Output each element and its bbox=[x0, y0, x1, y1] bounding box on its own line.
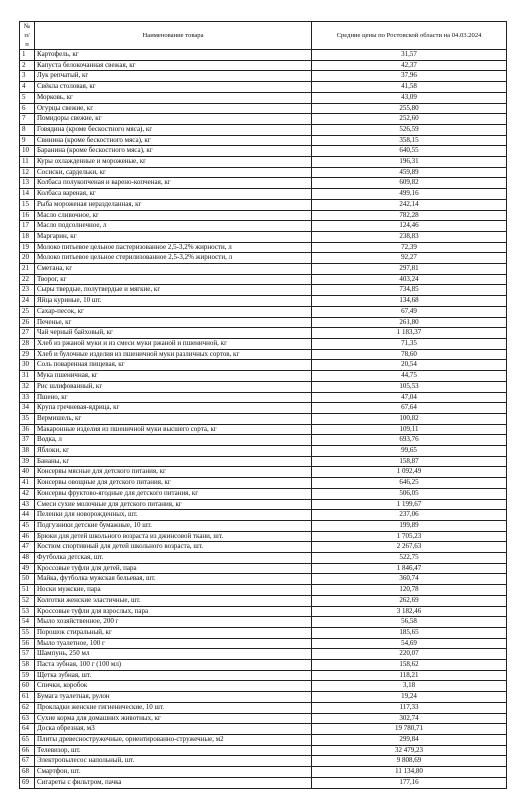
row-number: 17 bbox=[20, 221, 35, 232]
table-row bbox=[20, 767, 507, 778]
row-number: 22 bbox=[20, 274, 35, 285]
average-price: 693,76 bbox=[312, 435, 507, 446]
average-price: 297,81 bbox=[312, 264, 507, 275]
table-row bbox=[20, 328, 507, 339]
table-row bbox=[20, 92, 507, 103]
table-row bbox=[20, 146, 507, 157]
average-price: 41,58 bbox=[312, 82, 507, 93]
header-num: № п/п bbox=[20, 22, 35, 50]
header-row bbox=[20, 22, 507, 50]
row-number: 53 bbox=[20, 606, 35, 617]
table-row bbox=[20, 231, 507, 242]
row-number: 3 bbox=[20, 71, 35, 82]
product-name: Хлеб из ржаной муки и из смеси муки ржаной и пшеничной, кг bbox=[35, 338, 312, 349]
row-number: 42 bbox=[20, 488, 35, 499]
row-number: 1 bbox=[20, 50, 35, 61]
table-row bbox=[20, 242, 507, 253]
average-price: 185,65 bbox=[312, 627, 507, 638]
row-number: 16 bbox=[20, 210, 35, 221]
table-row bbox=[20, 60, 507, 71]
row-number: 37 bbox=[20, 435, 35, 446]
row-number: 38 bbox=[20, 446, 35, 457]
product-name: Порошок стиральный, кг bbox=[35, 627, 312, 638]
row-number: 59 bbox=[20, 670, 35, 681]
product-name: Спички, коробок bbox=[35, 681, 312, 692]
average-price: 37,96 bbox=[312, 71, 507, 82]
average-price: 403,24 bbox=[312, 274, 507, 285]
table-row bbox=[20, 649, 507, 660]
product-name: Плиты древесностружечные, ориентированно-стружечные, м2 bbox=[35, 735, 312, 746]
row-number: 39 bbox=[20, 456, 35, 467]
row-number: 57 bbox=[20, 649, 35, 660]
product-name: Молоко питьевое цельное пастеризованное 2,5-3,2% жирности, л bbox=[35, 242, 312, 253]
average-price: 499,16 bbox=[312, 189, 507, 200]
row-number: 64 bbox=[20, 724, 35, 735]
average-price: 506,05 bbox=[312, 488, 507, 499]
table-row bbox=[20, 510, 507, 521]
product-name: Сосиски, сардельки, кг bbox=[35, 167, 312, 178]
average-price: 54,69 bbox=[312, 638, 507, 649]
table-row bbox=[20, 424, 507, 435]
table-row bbox=[20, 317, 507, 328]
row-number: 29 bbox=[20, 349, 35, 360]
average-price: 44,75 bbox=[312, 371, 507, 382]
product-name: Колбаса полукопченая и варено-копченая, кг bbox=[35, 178, 312, 189]
table-row bbox=[20, 178, 507, 189]
average-price: 19 780,71 bbox=[312, 724, 507, 735]
table-row bbox=[20, 638, 507, 649]
row-number: 55 bbox=[20, 627, 35, 638]
average-price: 67,49 bbox=[312, 306, 507, 317]
product-name: Соль поваренная пищевая, кг bbox=[35, 360, 312, 371]
average-price: 734,85 bbox=[312, 285, 507, 296]
row-number: 46 bbox=[20, 531, 35, 542]
row-number: 33 bbox=[20, 392, 35, 403]
table-row bbox=[20, 713, 507, 724]
product-name: Маргарин, кг bbox=[35, 231, 312, 242]
product-name: Яблоки, кг bbox=[35, 446, 312, 457]
table-row bbox=[20, 478, 507, 489]
product-name: Сыры твердые, полутвердые и мягкие, кг bbox=[35, 285, 312, 296]
product-name: Пеленки для новорожденных, шт. bbox=[35, 510, 312, 521]
row-number: 34 bbox=[20, 403, 35, 414]
row-number: 9 bbox=[20, 135, 35, 146]
average-price: 124,46 bbox=[312, 221, 507, 232]
row-number: 49 bbox=[20, 563, 35, 574]
product-name: Огурцы свежие, кг bbox=[35, 103, 312, 114]
average-price: 105,53 bbox=[312, 381, 507, 392]
row-number: 7 bbox=[20, 114, 35, 125]
table-row bbox=[20, 413, 507, 424]
product-name: Мука пшеничная, кг bbox=[35, 371, 312, 382]
average-price: 43,09 bbox=[312, 92, 507, 103]
row-number: 32 bbox=[20, 381, 35, 392]
table-row bbox=[20, 135, 507, 146]
product-name: Масло сливочное, кг bbox=[35, 210, 312, 221]
row-number: 12 bbox=[20, 167, 35, 178]
table-row bbox=[20, 114, 507, 125]
table-row bbox=[20, 692, 507, 703]
average-price: 20,54 bbox=[312, 360, 507, 371]
row-number: 23 bbox=[20, 285, 35, 296]
product-name: Молоко питьевое цельное стерилизованное 2,5-3,2% жирности, л bbox=[35, 253, 312, 264]
row-number: 69 bbox=[20, 777, 35, 788]
product-name: Брюки для детей школьного возраста из джинсовой ткани, шт. bbox=[35, 531, 312, 542]
product-name: Электропылесос напольный, шт. bbox=[35, 756, 312, 767]
row-number: 31 bbox=[20, 371, 35, 382]
average-price: 2 267,63 bbox=[312, 542, 507, 553]
average-price: 262,69 bbox=[312, 595, 507, 606]
row-number: 15 bbox=[20, 199, 35, 210]
row-number: 4 bbox=[20, 82, 35, 93]
product-name: Щетка зубная, шт. bbox=[35, 670, 312, 681]
table-row bbox=[20, 285, 507, 296]
table-row bbox=[20, 724, 507, 735]
product-name: Консервы фруктово-ягодные для детского питания, кг bbox=[35, 488, 312, 499]
row-number: 6 bbox=[20, 103, 35, 114]
row-number: 28 bbox=[20, 338, 35, 349]
table-row bbox=[20, 403, 507, 414]
average-price: 238,83 bbox=[312, 231, 507, 242]
table-row bbox=[20, 735, 507, 746]
product-name: Хлеб и булочные изделия из пшеничной муки различных сортов, кг bbox=[35, 349, 312, 360]
average-price: 1 199,67 bbox=[312, 499, 507, 510]
average-price: 609,82 bbox=[312, 178, 507, 189]
row-number: 43 bbox=[20, 499, 35, 510]
average-price: 1 183,37 bbox=[312, 328, 507, 339]
product-name: Куры охлажденные и мороженые, кг bbox=[35, 157, 312, 168]
price-table bbox=[19, 21, 507, 789]
row-number: 10 bbox=[20, 146, 35, 157]
average-price: 100,82 bbox=[312, 413, 507, 424]
row-number: 44 bbox=[20, 510, 35, 521]
table-row bbox=[20, 274, 507, 285]
product-name: Свинина (кроме бескостного мяса), кг bbox=[35, 135, 312, 146]
table-row bbox=[20, 745, 507, 756]
table-body bbox=[20, 50, 507, 789]
table-row bbox=[20, 306, 507, 317]
average-price: 9 808,69 bbox=[312, 756, 507, 767]
product-name: Консервы овощные для детского питания, кг bbox=[35, 478, 312, 489]
row-number: 30 bbox=[20, 360, 35, 371]
row-number: 21 bbox=[20, 264, 35, 275]
table-row bbox=[20, 488, 507, 499]
product-name: Печенье, кг bbox=[35, 317, 312, 328]
row-number: 50 bbox=[20, 574, 35, 585]
table-row bbox=[20, 446, 507, 457]
product-name: Кроссовые туфли для взрослых, пара bbox=[35, 606, 312, 617]
product-name: Бумага туалетная, рулон bbox=[35, 692, 312, 703]
average-price: 78,60 bbox=[312, 349, 507, 360]
table-row bbox=[20, 681, 507, 692]
average-price: 782,28 bbox=[312, 210, 507, 221]
average-price: 67,64 bbox=[312, 403, 507, 414]
average-price: 56,58 bbox=[312, 617, 507, 628]
product-name: Сахар-песок, кг bbox=[35, 306, 312, 317]
product-name: Рыба мороженая неразделанная, кг bbox=[35, 199, 312, 210]
header-price: Средние цены по Ростовской области на 04.03.2024 bbox=[312, 22, 507, 50]
table-row bbox=[20, 50, 507, 61]
table-row bbox=[20, 702, 507, 713]
product-name: Носки мужские, пара bbox=[35, 585, 312, 596]
table-row bbox=[20, 253, 507, 264]
average-price: 177,16 bbox=[312, 777, 507, 788]
table-row bbox=[20, 124, 507, 135]
product-name: Рис шлифованный, кг bbox=[35, 381, 312, 392]
table-row bbox=[20, 456, 507, 467]
average-price: 19,24 bbox=[312, 692, 507, 703]
row-number: 26 bbox=[20, 317, 35, 328]
table-row bbox=[20, 221, 507, 232]
row-number: 5 bbox=[20, 92, 35, 103]
row-number: 27 bbox=[20, 328, 35, 339]
table-row bbox=[20, 199, 507, 210]
table-row bbox=[20, 777, 507, 788]
average-price: 31,57 bbox=[312, 50, 507, 61]
row-number: 18 bbox=[20, 231, 35, 242]
product-name: Масло подсолнечное, л bbox=[35, 221, 312, 232]
average-price: 72,39 bbox=[312, 242, 507, 253]
table-row bbox=[20, 392, 507, 403]
average-price: 158,62 bbox=[312, 660, 507, 671]
product-name: Творог, кг bbox=[35, 274, 312, 285]
table-row bbox=[20, 103, 507, 114]
table-row bbox=[20, 542, 507, 553]
row-number: 63 bbox=[20, 713, 35, 724]
row-number: 56 bbox=[20, 638, 35, 649]
average-price: 120,78 bbox=[312, 585, 507, 596]
average-price: 220,07 bbox=[312, 649, 507, 660]
product-name: Капуста белокочанная свежая, кг bbox=[35, 60, 312, 71]
average-price: 255,80 bbox=[312, 103, 507, 114]
product-name: Баранина (кроме бескостного мяса), кг bbox=[35, 146, 312, 157]
row-number: 2 bbox=[20, 60, 35, 71]
row-number: 51 bbox=[20, 585, 35, 596]
product-name: Морковь, кг bbox=[35, 92, 312, 103]
table-row bbox=[20, 563, 507, 574]
product-name: Помидоры свежие, кг bbox=[35, 114, 312, 125]
table-row bbox=[20, 606, 507, 617]
product-name: Колготки женские эластичные, шт. bbox=[35, 595, 312, 606]
product-name: Костюм спортивный для детей школьного возраста, шт. bbox=[35, 542, 312, 553]
product-name: Макаронные изделия из пшеничной муки высшего сорта, кг bbox=[35, 424, 312, 435]
row-number: 47 bbox=[20, 542, 35, 553]
average-price: 71,35 bbox=[312, 338, 507, 349]
average-price: 646,25 bbox=[312, 478, 507, 489]
row-number: 20 bbox=[20, 253, 35, 264]
table-row bbox=[20, 82, 507, 93]
table-row bbox=[20, 189, 507, 200]
product-name: Паста зубная, 100 г (100 мл) bbox=[35, 660, 312, 671]
row-number: 62 bbox=[20, 702, 35, 713]
average-price: 134,68 bbox=[312, 296, 507, 307]
table-row bbox=[20, 756, 507, 767]
table-row bbox=[20, 660, 507, 671]
table-row bbox=[20, 585, 507, 596]
average-price: 302,74 bbox=[312, 713, 507, 724]
average-price: 196,31 bbox=[312, 157, 507, 168]
average-price: 1 092,49 bbox=[312, 467, 507, 478]
table-row bbox=[20, 167, 507, 178]
table-row bbox=[20, 264, 507, 275]
product-name: Вермишель, кг bbox=[35, 413, 312, 424]
row-number: 25 bbox=[20, 306, 35, 317]
average-price: 199,89 bbox=[312, 520, 507, 531]
row-number: 24 bbox=[20, 296, 35, 307]
average-price: 158,87 bbox=[312, 456, 507, 467]
average-price: 32 479,23 bbox=[312, 745, 507, 756]
row-number: 13 bbox=[20, 178, 35, 189]
average-price: 299,84 bbox=[312, 735, 507, 746]
product-name: Сигареты с фильтром, пачка bbox=[35, 777, 312, 788]
average-price: 109,11 bbox=[312, 424, 507, 435]
average-price: 459,89 bbox=[312, 167, 507, 178]
product-name: Футболка детская, шт. bbox=[35, 553, 312, 564]
row-number: 65 bbox=[20, 735, 35, 746]
average-price: 11 134,80 bbox=[312, 767, 507, 778]
average-price: 42,37 bbox=[312, 60, 507, 71]
table-row bbox=[20, 467, 507, 478]
average-price: 252,60 bbox=[312, 114, 507, 125]
table-row bbox=[20, 435, 507, 446]
table-row bbox=[20, 627, 507, 638]
table-row bbox=[20, 617, 507, 628]
row-number: 66 bbox=[20, 745, 35, 756]
average-price: 1 705,23 bbox=[312, 531, 507, 542]
average-price: 117,33 bbox=[312, 702, 507, 713]
product-name: Свёкла столовая, кг bbox=[35, 82, 312, 93]
table-row bbox=[20, 499, 507, 510]
table-row bbox=[20, 210, 507, 221]
average-price: 526,59 bbox=[312, 124, 507, 135]
average-price: 3 182,46 bbox=[312, 606, 507, 617]
product-name: Телевизор, шт. bbox=[35, 745, 312, 756]
product-name: Доска обрезная, м3 bbox=[35, 724, 312, 735]
table-row bbox=[20, 574, 507, 585]
row-number: 68 bbox=[20, 767, 35, 778]
row-number: 14 bbox=[20, 189, 35, 200]
product-name: Картофель, кг bbox=[35, 50, 312, 61]
average-price: 47,04 bbox=[312, 392, 507, 403]
average-price: 1 846,47 bbox=[312, 563, 507, 574]
product-name: Сухие корма для домашних животных, кг bbox=[35, 713, 312, 724]
product-name: Прокладки женские гигиенические, 10 шт. bbox=[35, 702, 312, 713]
row-number: 61 bbox=[20, 692, 35, 703]
average-price: 118,21 bbox=[312, 670, 507, 681]
table-row bbox=[20, 520, 507, 531]
row-number: 48 bbox=[20, 553, 35, 564]
table-row bbox=[20, 531, 507, 542]
product-name: Подгузники детские бумажные, 10 шт. bbox=[35, 520, 312, 531]
row-number: 60 bbox=[20, 681, 35, 692]
table-row bbox=[20, 381, 507, 392]
product-name: Колбаса вареная, кг bbox=[35, 189, 312, 200]
table-row bbox=[20, 349, 507, 360]
product-name: Крупа гречневая-ядрица, кг bbox=[35, 403, 312, 414]
row-number: 40 bbox=[20, 467, 35, 478]
table-row bbox=[20, 157, 507, 168]
row-number: 36 bbox=[20, 424, 35, 435]
average-price: 92,27 bbox=[312, 253, 507, 264]
row-number: 58 bbox=[20, 660, 35, 671]
header-name: Наименование товара bbox=[35, 22, 312, 50]
average-price: 640,55 bbox=[312, 146, 507, 157]
table-header bbox=[20, 22, 507, 50]
row-number: 52 bbox=[20, 595, 35, 606]
product-name: Чай черный байховый, кг bbox=[35, 328, 312, 339]
product-name: Водка, л bbox=[35, 435, 312, 446]
average-price: 3,18 bbox=[312, 681, 507, 692]
product-name: Консервы мясные для детского питания, кг bbox=[35, 467, 312, 478]
average-price: 237,06 bbox=[312, 510, 507, 521]
product-name: Шампунь, 250 мл bbox=[35, 649, 312, 660]
row-number: 54 bbox=[20, 617, 35, 628]
average-price: 242,14 bbox=[312, 199, 507, 210]
product-name: Пшено, кг bbox=[35, 392, 312, 403]
product-name: Лук репчатый, кг bbox=[35, 71, 312, 82]
row-number: 11 bbox=[20, 157, 35, 168]
row-number: 45 bbox=[20, 520, 35, 531]
average-price: 358,15 bbox=[312, 135, 507, 146]
row-number: 8 bbox=[20, 124, 35, 135]
product-name: Мыло туалетное, 100 г bbox=[35, 638, 312, 649]
product-name: Яйца куриные, 10 шт. bbox=[35, 296, 312, 307]
product-name: Майка, футболка мужская бельевая, шт. bbox=[35, 574, 312, 585]
product-name: Смартфон, шт. bbox=[35, 767, 312, 778]
product-name: Смеси сухие молочные для детского питания, кг bbox=[35, 499, 312, 510]
average-price: 99,65 bbox=[312, 446, 507, 457]
row-number: 19 bbox=[20, 242, 35, 253]
product-name: Бананы, кг bbox=[35, 456, 312, 467]
product-name: Сметана, кг bbox=[35, 264, 312, 275]
table-row bbox=[20, 371, 507, 382]
average-price: 261,80 bbox=[312, 317, 507, 328]
average-price: 360,74 bbox=[312, 574, 507, 585]
table-row bbox=[20, 71, 507, 82]
row-number: 35 bbox=[20, 413, 35, 424]
product-name: Говядина (кроме бескостного мяса), кг bbox=[35, 124, 312, 135]
product-name: Мыло хозяйственное, 200 г bbox=[35, 617, 312, 628]
table-row bbox=[20, 670, 507, 681]
table-row bbox=[20, 553, 507, 564]
table-row bbox=[20, 338, 507, 349]
row-number: 67 bbox=[20, 756, 35, 767]
average-price: 522,75 bbox=[312, 553, 507, 564]
product-name: Кроссовые туфли для детей, пара bbox=[35, 563, 312, 574]
table-row bbox=[20, 296, 507, 307]
table-row bbox=[20, 595, 507, 606]
row-number: 41 bbox=[20, 478, 35, 489]
table-row bbox=[20, 360, 507, 371]
